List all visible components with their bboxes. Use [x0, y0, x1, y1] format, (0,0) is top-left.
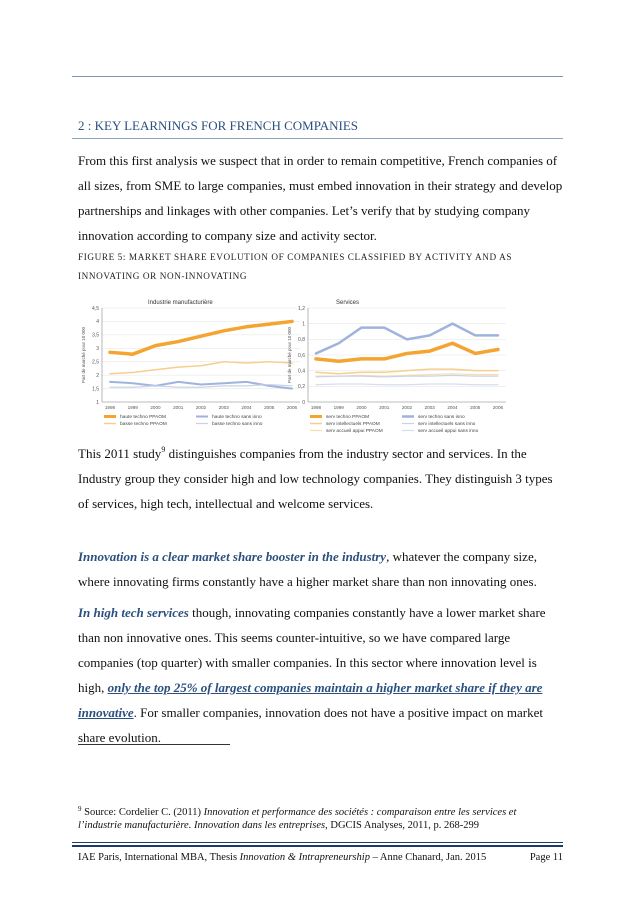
series-line-5 — [316, 375, 498, 377]
footer-rule-thick — [72, 845, 563, 847]
chart-title: Services — [336, 300, 360, 306]
intro-paragraph: From this first analysis we suspect that in order to remain competitive, French companies of all sizes, from SME to large companies, must embed innovation in their strategy and develop partnerships and linkages with other companies. Let’s verify that by studying company innovation according to company size and activity sector. — [78, 153, 563, 243]
x-tick-label: 2002 — [195, 405, 207, 410]
x-tick-label: 2004 — [447, 405, 458, 410]
figure-caption: FIGURE 5: MARKET SHARE EVOLUTION OF COMPANIES CLASSIFIED BY ACTIVITY AND AS INNOVATING OR NON-INNOVATING — [78, 252, 513, 281]
y-tick-label: 0,6 — [298, 352, 305, 359]
heading-rule — [72, 138, 563, 139]
x-tick-label: 2006 — [492, 405, 504, 410]
industry-chart — [78, 294, 310, 436]
footnote-title: Innovation et performance des sociétés : comparaison entre les services et l’industrie manufacturière. Innovation dans les entreprises — [78, 807, 517, 831]
y-tick-label: 0 — [302, 399, 305, 406]
legend-label: serv accueil appui sans inno — [418, 429, 479, 434]
x-tick-label: 2003 — [424, 405, 435, 410]
y-tick-label: 1 — [96, 399, 99, 406]
section-heading: 2 : KEY LEARNINGS FOR FRENCH COMPANIES — [78, 118, 359, 133]
x-tick-label: 2000 — [356, 405, 367, 410]
footer-author: – Anne Chanard, Jan. 2015 — [369, 852, 487, 863]
footnote-separator — [78, 744, 230, 745]
services-finding-text: though, innovating companies constantly have a lower market share than non innovative ones. This seems counter-intuitive, so we have compared large companies (top quarter) with smaller companies. In this sector where innovation level is high, — [78, 605, 546, 695]
y-tick-label: 1 — [302, 321, 305, 328]
chart-title: Industrie manufacturière — [148, 300, 213, 306]
footnote-source: Source: Cordelier C. (2011) — [81, 807, 204, 818]
page-number: Page 11 — [529, 852, 563, 863]
x-tick-label: 2001 — [173, 405, 184, 410]
legend-label: serv accueil appui PPAOM — [326, 429, 383, 434]
series-line-1 — [110, 321, 292, 354]
y-tick-label: 1,5 — [92, 386, 99, 393]
footer-thesis-info: IAE Paris, International MBA, Thesis — [78, 852, 240, 863]
y-tick-label: 2,5 — [92, 359, 99, 366]
services-finding-end: . For smaller companies, innovation does not have a positive impact on market share evolution. — [78, 705, 544, 745]
x-tick-label: 1999 — [333, 405, 344, 410]
x-tick-label: 2000 — [150, 405, 161, 410]
series-line-6 — [316, 384, 498, 385]
legend-label: haute techno sans inno — [212, 415, 262, 420]
series-line-2 — [110, 362, 292, 374]
footer-thesis-title: Innovation & Intrapreneurship — [239, 852, 370, 863]
y-axis-label: Part de marché pour 10 000 — [81, 326, 86, 384]
services-finding-key-highlight: only the top 25% of largest companies maintain a higher market share if they are innovative — [78, 680, 543, 720]
services-chart — [284, 294, 516, 436]
y-axis-label: Part de marché pour 10 000 — [287, 326, 292, 384]
y-tick-label: 0,4 — [298, 368, 305, 375]
x-tick-label: 1999 — [127, 405, 138, 410]
study-text-end: distinguishes companies from the industry sector and services. In the Industry group they consider high and low technology companies. They distinguish 3 types of services, high tech, intellectual and welcome services. — [78, 446, 553, 511]
industry-finding-paragraph — [78, 544, 563, 594]
legend-label: serv intellectuels sans inno — [418, 422, 476, 427]
legend-label: basse techno PPAOM — [120, 422, 167, 427]
y-tick-label: 1,2 — [298, 305, 305, 312]
industry-finding-highlight: Innovation is a clear market share booster in the industry — [78, 549, 387, 564]
x-tick-label: 1998 — [104, 405, 116, 410]
top-rule — [72, 76, 563, 77]
page-footer — [78, 852, 563, 863]
study-paragraph — [78, 437, 563, 516]
x-tick-label: 2003 — [218, 405, 229, 410]
study-text-start: This 2011 study — [78, 446, 162, 461]
legend-label: serv techno sans inno — [418, 415, 465, 420]
x-tick-label: 2002 — [401, 405, 413, 410]
x-tick-label: 2005 — [264, 405, 275, 410]
footer-rule — [72, 842, 563, 843]
y-tick-label: 2 — [96, 372, 99, 379]
y-tick-label: 3,5 — [92, 332, 99, 339]
footnote-ref[interactable]: 9 — [161, 445, 166, 454]
x-tick-label: 2001 — [379, 405, 390, 410]
industry-finding-text: , whatever the company size, where innovating firms constantly have a higher market share than non innovating ones. — [78, 549, 537, 589]
y-tick-label: 4 — [96, 319, 99, 326]
series-line-1 — [316, 343, 498, 361]
legend-label: haute techno PPAOM — [120, 415, 167, 420]
x-tick-label: 2004 — [241, 405, 252, 410]
x-tick-label: 2005 — [470, 405, 481, 410]
y-tick-label: 4,5 — [92, 305, 99, 312]
legend-label: serv intellectuels PPAOM — [326, 422, 380, 427]
footnote-publisher: , DGCIS Analyses, 2011, p. 268-299 — [325, 820, 480, 831]
legend-label: basse techno sans inno — [212, 422, 263, 427]
y-tick-label: 0,2 — [298, 384, 305, 391]
x-tick-label: 1998 — [310, 405, 322, 410]
footnote-number: 9 — [78, 805, 82, 813]
y-tick-label: 3 — [96, 346, 99, 353]
footnote — [78, 803, 558, 832]
series-line-4 — [316, 324, 498, 354]
services-finding-highlight: In high tech services — [78, 605, 189, 620]
series-line-2 — [316, 369, 498, 374]
y-tick-label: 0,8 — [298, 337, 305, 344]
x-tick-label: 2006 — [286, 405, 298, 410]
legend-label: serv techno PPAOM — [326, 415, 370, 420]
services-finding-paragraph — [78, 600, 563, 750]
